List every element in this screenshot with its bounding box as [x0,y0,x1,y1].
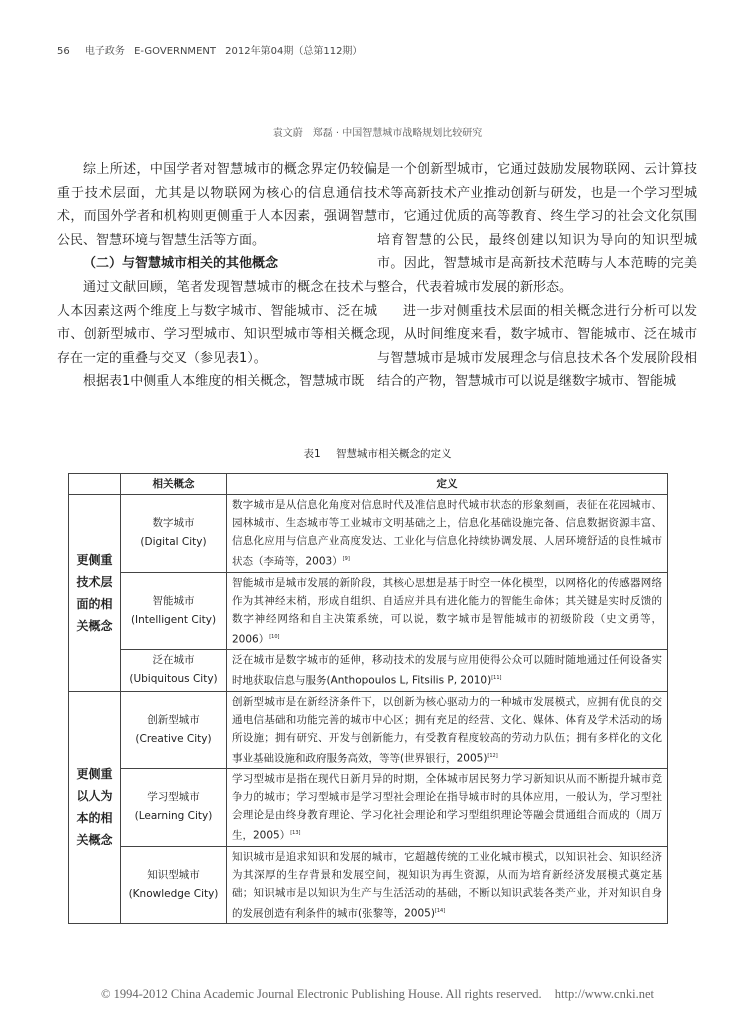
section-heading: （二）与智慧城市相关的其他概念 [83,256,279,272]
concept-en: (Learning City) [134,810,213,823]
concept-cn: 创新型城市 [147,713,200,726]
citation-ref: [12] [487,752,498,759]
issue-info: 2012年第04期（总第112期） [225,46,363,57]
concept-en: (Creative City) [135,732,212,745]
concept-cell [121,846,227,924]
concept-cn: 数字城市 [152,517,195,530]
definition-text: 智能城市是城市发展的新阶段，其核心思想是基于时空一体化模型，以网格化的传感器网络作为其神经末梢，形成自组织、自适应并具有进化能力的智能生命体；其关键是实时反馈的数字神经网络和自主决策系统，可以说，数字城市是智能城市的初级阶段（史文勇等，2006） [232,576,662,645]
table-title: 智慧城市相关概念的定义 [336,448,452,460]
table-row [69,495,668,573]
page-number: 56 [57,46,70,57]
concept-cell [121,495,227,573]
concept-en: (Ubiquitous City) [129,673,218,686]
definition-text: 泛在城市是数字城市的延伸，移动技术的发展与应用使得公众可以随时随地通过任何设备实时地获取信息与服务(Anthopoulos L, Fitsilis P, 2010) [232,654,662,687]
definition-cell [227,650,668,692]
paragraph: 通过文献回顾，笔者发现智慧城市的概念在技术与人本因素这两个维度上与数字城市、智能城市、泛在城市、创新型城市、学习型城市、知识型城市等相关概念存在一定的重叠与交叉（参见表1）。 [57,279,377,366]
paragraph: 根据表1中侧重人本维度的相关概念，智慧城市既 [83,374,365,390]
header-cell-blank [69,474,121,495]
copyright-footer [0,987,755,1002]
definition-text: 知识城市是追求知识和发展的城市，它超越传统的工业化城市模式，以知识社会、知识经济为其深厚的生存背景和发展空间，视知识为再生资源，从而为培育新经济发展模式奠定基础；知识城市是以知识为生产与生活活动的基础，不断以知识武装各类产业，并对知识自身的发展创造有利条件的城市(张黎等，2005) [232,850,662,919]
footer-url[interactable]: http://www.cnki.net [554,987,654,1001]
definition-text: 学习型城市是指在现代日新月异的时期，全体城市居民努力学习新知识从而不断提升城市竞争力的城市；学习型城市是学习型社会理论在指导城市时的具体应用，一般认为，学习型社会理论是由终身教育理论、学习化社会理论和学习型组织理论等融会贯通组合而成的（周万生，2005） [232,773,662,842]
definition-cell [227,691,668,769]
table-caption [0,446,755,461]
citation-ref: [14] [434,907,446,914]
paragraph: 进一步对侧重技术层面的相关概念进行分析可以发现，从时间维度来看，数字城市、智能城市、泛在城市与智慧城市是城市发展理念与信息技术各个发展阶段相结合的产物，智慧城市可以说是继数字城市、智能城 [377,303,697,390]
definition-cell [227,495,668,573]
citation-ref: [10] [269,633,280,640]
concept-cell [121,572,227,650]
table-label: 表1 [303,448,321,460]
table-row [69,769,668,847]
left-column [57,158,377,394]
definition-text: 创新型城市是在新经济条件下，以创新为核心驱动力的一种城市发展模式，应拥有优良的交通电信基础和功能完善的城市中心区；拥有充足的经营、文化、媒体、体育及学术活动的场所设施；拥有研究、开发与创新能力，有受教育程度较高的劳动力队伍；拥有多样化的文化事业基础设施和政府服务高效，等等(世界银行，2005) [232,695,662,764]
category-cell: 更侧重技术层面的相关概念 [69,495,121,692]
concept-cn: 知识型城市 [147,868,200,881]
definition-cell [227,572,668,650]
concept-cn: 智能城市 [152,594,195,607]
journal-name-en: E-GOVERNMENT [134,46,216,57]
concept-cn: 泛在城市 [152,654,195,667]
running-header [57,42,368,57]
table-row [69,650,668,692]
paragraph: 是一个创新型城市，它通过鼓励发展物联网、云计算技术等高新技术产业推动创新与研发，也是一个学习型城市，它通过优质的高等教育、终生学习的社会文化氛围培育智慧的公民，最终创建以知识为导向的知识型城市。因此，智慧城市是高新技术范畴与人本范畴的完美整合，代表着城市发展的新形态。 [377,162,697,295]
concept-en: (Intelligent City) [130,613,217,626]
citation-ref: [11] [491,675,502,681]
definition-cell [227,769,668,847]
category-cell: 更侧重以人为本的相关概念 [69,691,121,924]
definition-cell [227,846,668,924]
right-column [377,158,697,394]
citation-ref: [9] [342,556,350,562]
paragraph: 综上所述，中国学者对智慧城市的概念界定仍较偏重于技术层面，尤其是以物联网为核心的信息通信技术，而国外学者和机构则更侧重于人本因素，强调智慧公民、智慧环境与智慧生活等方面。 [57,162,377,248]
concept-cell [121,650,227,692]
header-cell-definition: 定义 [227,474,668,495]
header-cell-concept: 相关概念 [121,474,227,495]
journal-name-cn: 电子政务 [84,46,125,57]
concept-cell [121,769,227,847]
concept-cell [121,691,227,769]
concept-en: (Knowledge City) [128,887,219,900]
concept-cn: 学习型城市 [147,791,200,804]
table-row [69,572,668,650]
table-row [69,691,668,769]
concepts-table [68,473,668,924]
copyright-text: © 1994-2012 China Academic Journal Electronic Publishing House. All rights reserved. [101,987,542,1001]
authors-title-line: 袁文蔚 郑磊 · 中国智慧城市战略规划比较研究 [272,128,483,139]
table-header-row [69,474,668,495]
definition-text: 数字城市是从信息化角度对信息时代及准信息时代城市状态的形象刻画，表征在花园城市、园林城市、生态城市等工业城市文明基础之上，信息化基础设施完备、信息数据资源丰富、信息化应用与信息产业高度发达、工业化与信息化持续协调发展、人居环境舒适的良性城市状态（李琦等，2003） [232,499,662,568]
citation-ref: [13] [290,830,301,836]
concept-en: (Digital City) [140,536,207,549]
table-row [69,846,668,924]
